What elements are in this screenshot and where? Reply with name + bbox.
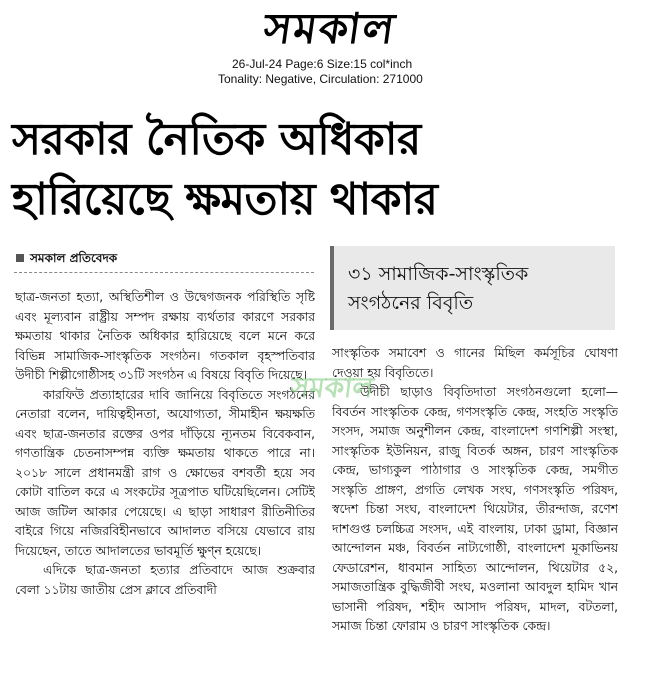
article-headline bbox=[12, 110, 632, 230]
newspaper-masthead: সমকাল bbox=[260, 4, 400, 53]
right-paragraph-2: উদীচী ছাড়াও বিবৃতিদাতা সংগঠনগুলো হলো— বিবর্তন সাংস্কৃতিক কেন্দ্র, গণসংস্কৃতি কেন্দ্র, সংহতি সংস্কৃতি সংসদ, সমাজ অনুশীলন কেন্দ্র, বাংলাদেশ গণশিল্পী সংস্থা, সাংস্কৃতিক ইউনিয়ন, রাজু বিতর্ক অঙ্গন, চারণ সাংস্কৃতিক কেন্দ্র, ভাগ্যকুল পাঠাগার ও সাংস্কৃতিক কেন্দ্র, সমগীত সংস্কৃতি প্রাঙ্গণ, প্রগতি লেখক সংঘ, গণসংস্কৃতি পরিষদ, স্বদেশ চিন্তা সংঘ, বাংলাদেশ থিয়েটার, তীরন্দাজ, রণেশ দাশগুপ্ত চলচ্চিত্র সংসদ, এই বাংলায়, ঢাকা ড্রামা, বিজ্ঞান আন্দোলন মঞ্চ, বিবর্তন নাট্যগোষ্ঠী, বাংলাদেশ মূকাভিনয় ফেডারেশন, ধাবমান সাহিত্য আন্দোলন, থিয়েটার ৫২, সমাজতান্ত্রিক বুদ্ধিজীবী সংঘ, মওলানা আবদুল হামিদ খান ভাসানী পরিষদ, শহীদ আসাদ পরিষদ, মাদল, বটতলা, সমাজ চিন্তা ফোরাম ও চারণ সাংস্কৃতিক কেন্দ্র। bbox=[332, 385, 618, 633]
byline-divider bbox=[14, 272, 314, 273]
newspaper-watermark: সমকাল bbox=[288, 371, 376, 404]
clipping-meta bbox=[218, 57, 458, 87]
byline-text: সমকাল প্রতিবেদক bbox=[30, 251, 118, 265]
left-paragraph-2: কারফিউ প্রত্যাহারের দাবি জানিয়ে বিবৃতিতে সংগঠনের নেতারা বলেন, দায়িত্বহীনতা, অযোগ্যতা, সীমাহীন ক্ষয়ক্ষতি এবং ছাত্র-জনতার রক্তের ওপর দাঁড়িয়ে ন্যূনতম বিবেকবান, গণতান্ত্রিক চেতনাসম্পন্ন ব্যক্তি ক্ষমতায় থাকতে পারে না। ২০১৮ সালে প্রধানমন্ত্রী রাগ ও ক্ষোভের বশবর্তী হয়ে সব কোটা বাতিল করে এ সংকটের সূত্রপাত ঘটিয়েছিলেন। সেটিই আজ জটিল আকার পেয়েছে। এ ছাড়া সাধারণ রীতিনীতির বাইরে গিয়ে নজিরবিহীনভাবে আদালত বসিয়ে যেভাবে রায় দিয়েছেন, তাতে আদালতের ভাবমূর্তি ক্ষুণ্ন হয়েছে। bbox=[15, 387, 315, 558]
headline-line-1: সরকার নৈতিক অধিকার bbox=[12, 114, 421, 165]
left-paragraph-3: এদিকে ছাত্র-জনতা হত্যার প্রতিবাদে আজ শুক্রবার বেলা ১১টায় জাতীয় প্রেস ক্লাবে প্রতিবাদী bbox=[15, 563, 315, 597]
byline bbox=[16, 249, 117, 267]
right-paragraph-1: সাংস্কৃতিক সমাবেশ ও গানের মিছিল কর্মসূচির ঘোষণা দেওয়া হয় বিবৃতিতে। bbox=[332, 346, 618, 380]
byline-square-icon bbox=[16, 254, 24, 262]
pull-quote-box bbox=[330, 246, 615, 330]
clipping-meta-line-1: 26-Jul-24 Page:6 Size:15 col*inch bbox=[232, 57, 413, 71]
pull-quote-line-1: ৩১ সামাজিক-সাংস্কৃতিক bbox=[348, 263, 529, 285]
headline-line-2: হারিয়েছে ক্ষমতায় থাকার bbox=[12, 174, 438, 225]
article-left-column bbox=[15, 288, 315, 688]
left-paragraph-1: ছাত্র-জনতা হত্যা, অস্থিতিশীল ও উদ্বেগজনক পরিস্থিতি সৃষ্টি এবং মূল্যবান রাষ্ট্রীয় সম্পদ রক্ষায় ব্যর্থতার কারণে সরকার ক্ষমতায় থাকার নৈতিক অধিকার হারিয়েছে বলে মনে করে বিভিন্ন সামাজিক-সাংস্কৃতিক সংগঠন। গতকাল বৃহস্পতিবার উদীচী শিল্পীগোষ্ঠীসহ ৩১টি সংগঠন এ বিষয়ে বিবৃতি দিয়েছে। bbox=[15, 290, 315, 382]
pull-quote-text bbox=[348, 260, 613, 318]
article-right-column bbox=[332, 344, 618, 688]
clipping-meta-line-2: Tonality: Negative, Circulation: 271000 bbox=[218, 72, 423, 86]
pull-quote-line-2: সংগঠনের বিবৃতি bbox=[348, 292, 474, 314]
